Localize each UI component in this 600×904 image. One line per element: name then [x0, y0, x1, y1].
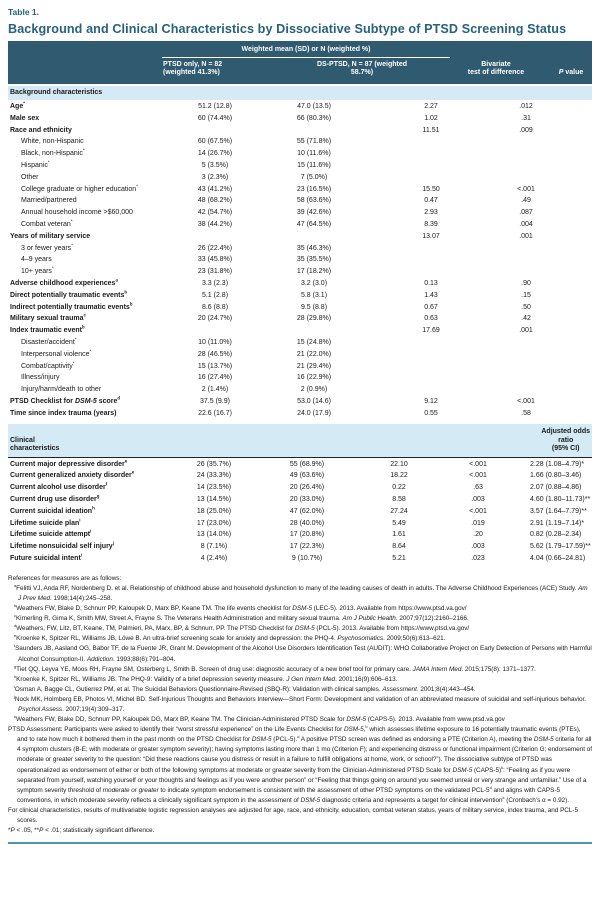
- cell-ds-ptsd: 55 (71.8%): [296, 138, 332, 146]
- row-label: Illness/injury: [21, 374, 60, 382]
- cell-bivariate: 9.12: [424, 398, 438, 405]
- row-label: Current alcohol use disorder$^f$: [10, 481, 108, 492]
- cell-ds-ptsd: 2 (0.9%): [300, 386, 328, 394]
- cell-ds-ptsd: 9.5 (8.8): [300, 303, 328, 311]
- row-label: 10+ years*: [21, 265, 54, 276]
- table-row: [8, 172, 592, 184]
- table-row: [8, 349, 592, 361]
- cell-bivariate: [368, 372, 494, 384]
- cell-bivariate: 13.07: [422, 232, 440, 240]
- cell-bivariate: 1.02: [424, 114, 438, 122]
- cell-ds-ptsd: 17 (18.2%): [296, 268, 332, 276]
- cell-bivariate: 0.67: [424, 303, 438, 311]
- cell-ptsd-only: 42 (54.7%): [197, 209, 233, 217]
- cell-p-value: .012: [519, 103, 533, 111]
- table-row: [8, 494, 592, 506]
- cell-p-value: [494, 266, 558, 278]
- row-label: Lifetime nonsuicidal self injury$^j$: [10, 540, 114, 551]
- cell-bivariate: [368, 337, 494, 349]
- table-row: [8, 302, 592, 314]
- cell-ptsd-only: 20 (24.7%): [197, 315, 233, 323]
- cell-ds-ptsd: 24.0 (17.9): [297, 409, 331, 417]
- cell-bivariate: 8.58: [392, 495, 406, 503]
- cell-p-value: .003: [471, 543, 485, 551]
- cell-ds-ptsd: 53.0 (14.6): [297, 398, 331, 405]
- cell-adjusted-odds-ratio: [558, 231, 592, 243]
- cell-ds-ptsd: [260, 325, 368, 337]
- cell-p-value: <.001: [469, 460, 487, 468]
- cell-bivariate: 0.22: [392, 484, 406, 492]
- cell-ptsd-only: 23 (31.8%): [197, 268, 233, 276]
- cell-adjusted-odds-ratio: [558, 254, 592, 266]
- cell-ds-ptsd: 21 (22.0%): [296, 350, 332, 358]
- cell-bivariate: 0.47: [424, 197, 438, 205]
- table-row: [8, 136, 592, 148]
- cell-ds-ptsd: 49 (63.6%): [289, 472, 325, 480]
- cell-ptsd-only: 60 (74.4%): [197, 114, 233, 122]
- cell-ds-ptsd: [260, 125, 368, 137]
- table-row: [8, 384, 592, 396]
- footnote-note: *P < .05, **P < .01; statistically significant difference.: [8, 827, 155, 835]
- row-label: Current generalized anxiety disorder$^e$: [10, 470, 135, 480]
- row-label: 4–9 years: [21, 256, 52, 264]
- cell-ds-ptsd: 66 (80.3%): [296, 114, 332, 122]
- cell-bivariate: 1.61: [392, 531, 406, 539]
- cell-ds-ptsd: 28 (40.0%): [289, 519, 325, 527]
- cell-adjusted-odds-ratio: [558, 349, 592, 361]
- cell-ds-ptsd: 20 (26.4%): [289, 484, 325, 492]
- table-row: [8, 506, 592, 518]
- row-label: Military sexual trauma$^c$: [10, 313, 86, 323]
- table-row: [8, 470, 592, 482]
- cell-p-value: <.001: [517, 185, 535, 193]
- cell-ptsd-only: 60 (67.5%): [197, 138, 233, 146]
- row-label: 3 or fewer years*: [21, 242, 73, 252]
- cell-bivariate: 0.13: [424, 280, 438, 288]
- section-rows-background: [8, 100, 592, 420]
- cell-bivariate: [368, 384, 494, 396]
- row-label: Black, non-Hispanic*: [21, 147, 85, 158]
- cell-bivariate: 5.21: [392, 554, 406, 562]
- table-row: [8, 408, 592, 420]
- row-label: Male sex: [10, 114, 40, 122]
- table-row: [8, 278, 592, 290]
- table-row: [8, 207, 592, 219]
- cell-bivariate: 22.10: [390, 460, 408, 468]
- table-row: [8, 337, 592, 349]
- row-label: Current major depressive disorder$^e$: [10, 458, 128, 468]
- table-row: [8, 184, 592, 196]
- row-label: Hispanic*: [21, 159, 50, 170]
- cell-bivariate: 5.49: [392, 519, 406, 527]
- cell-adjusted-odds-ratio: [558, 313, 592, 325]
- row-label: Future suicidal intent$^i$: [10, 552, 82, 562]
- row-label: Married/partnered: [21, 197, 77, 205]
- footnote-reference: $^a$Felitti VJ, Anda RF, Nordenberg D, et al. Relationship of childhood abuse and household dysfunction to many of the leading causes of death in adults. The Adverse Childhood Experiences (ACE) Study. Am J Prev Med. 1998;14(4):245–258.: [14, 582, 588, 602]
- cell-ptsd-only: 13 (14.5%): [196, 495, 232, 503]
- cell-ptsd-only: 48 (68.2%): [197, 197, 233, 205]
- cell-p-value: .15: [521, 291, 531, 299]
- cell-p-value: <.001: [469, 507, 487, 515]
- footnote-reference: $^g$Tiet QQ, Leyva YE, Moos RH, Frayne SM, Osterberg L, Smith B. Screen of drug use: diagnostic accuracy of a new brief tool for primary care. JAMA Intern Med. 2015;175(8): 1371–1377.: [14, 663, 536, 673]
- table-body: [8, 86, 592, 565]
- cell-ptsd-only: 14 (23.5%): [196, 484, 232, 492]
- cell-p-value: [494, 337, 558, 349]
- row-label: Annual household income >$60,000: [21, 209, 133, 217]
- row-label: PTSD Checklist for DSM-5 score$^d$: [10, 395, 121, 405]
- cell-p-value: .31: [521, 114, 531, 122]
- cell-p-value: .42: [521, 315, 531, 323]
- cell-adjusted-odds-ratio: [558, 219, 592, 231]
- row-label: Current suicidal ideation$^h$: [10, 505, 95, 515]
- row-label: Interpersonal violence*: [21, 348, 92, 358]
- table-row: [8, 541, 592, 553]
- table-row: [8, 361, 592, 373]
- table-row: [8, 243, 592, 255]
- cell-bivariate: [368, 361, 494, 373]
- cell-adjusted-odds-ratio: [558, 408, 592, 420]
- cell-bivariate: [368, 266, 494, 278]
- footnote-reference: $^c$Kimerling R, Gima K, Smith MW, Street A, Frayne S. The Veterans Health Administration and military sexual trauma. Am J Public Health. 2007;97(12):2160–2166.: [14, 613, 469, 623]
- cell-ptsd-only: 13 (14.0%): [196, 531, 232, 539]
- cell-ptsd-only: 3.3 (2.3): [201, 280, 229, 288]
- column-header-bar: [8, 41, 592, 84]
- table-row: [8, 266, 592, 278]
- cell-ptsd-only: 18 (25.0%): [196, 507, 232, 515]
- table-row: [8, 529, 592, 541]
- cell-ds-ptsd: 35 (35.5%): [296, 256, 332, 264]
- cell-p-value: .20: [473, 531, 483, 539]
- cell-ptsd-only: 26 (35.7%): [196, 460, 232, 468]
- section-title-clinical: Clinical characteristics: [10, 436, 60, 453]
- cell-adjusted-odds-ratio: [558, 172, 592, 184]
- footnote-reference: $^k$Weathers FW, Blake DD, Schnurr PP, Kaloupek DG, Marx BP, Keane TM. The Clinician-Administered PTSD Scale for DSM-5 (CAPS-5). 2013. Available from www.ptsd.va.gov: [14, 713, 505, 724]
- cell-p-value: .023: [471, 554, 485, 562]
- table-row: [8, 325, 592, 337]
- cell-ds-ptsd: 7 (5.0%): [300, 173, 328, 181]
- cell-bivariate: [368, 136, 494, 148]
- cell-adjusted-odds-ratio: 2.91 (1.19–7.14)*: [530, 519, 585, 527]
- table-row: [8, 482, 592, 494]
- footnote-reference: $^b$Weathers FW, Blake D, Schnurr PP, Kaloupek D, Marx BP, Keane TM. The life events checklist for DSM-5 (LEC-5). 2013. Available from https://www.ptsd.va.gov/: [14, 602, 467, 613]
- cell-p-value: .019: [471, 519, 485, 527]
- cell-p-value: .90: [521, 280, 531, 288]
- cell-adjusted-odds-ratio: 2.07 (0.88–4.86): [530, 484, 582, 492]
- cell-adjusted-odds-ratio: 3.57 (1.64–7.79)**: [530, 507, 587, 515]
- cell-adjusted-odds-ratio: [558, 290, 592, 302]
- cell-ptsd-only: 22.6 (16.7): [198, 409, 232, 417]
- footnote-reference: $^h$Kroenke K, Spitzer RL, Williams JB. The PHQ-9: Validity of a brief depression severity measure. J Gen Intern Med. 2001;16(9):606–613.: [14, 673, 398, 683]
- cell-ptsd-only: 2 (1.4%): [201, 386, 229, 394]
- cell-ptsd-only: 26 (22.4%): [197, 244, 233, 252]
- footnote-reference: $^e$Kroenke K, Spitzer RL, Williams JB, Löwe B. An ultra-brief screening scale for anxiety and depression: the PHQ-4. Psychosomatics. 2009;50(6):613–621.: [14, 633, 446, 643]
- row-label: Combat veteran*: [21, 218, 73, 229]
- cell-bivariate: [368, 148, 494, 160]
- footnote-note: For clinical characteristics, results of multivariable logistic regression analyses are adjusted for age, race, and ethnicity, education, combat veteran status, years of military service, index trauma, and PCL-5 scores.: [8, 806, 579, 825]
- footnote-note: PTSD Assessment: Participants were asked to identify their “worst stressful experience” on the Life Events Checklist for DSM-5,$^b$ which assesses lifetime exposure to 16 potentially traumatic events (PTEs), and to rate how much it bothered them in the past month on the PTSD Checklist for DSM-5 (PCL-5).$^d$ A positive PTSD screen was defined as endorsing a PTE (Criterion A), meeting the DSM-5 criteria for all 4 symptom clusters (B-E; with moderate or greater symptom severity); having symptoms lasting more than 1 mo (Criterion F); and experiencing distress or functional impairment (Criterion G; endorsement of moderate or greater severity to the question: “Did these reactions cause you distress or result in a failure to fulfill obligations at home, work, or school?”). The dissociative subtype of PTSD was operationalized as endorsement of either or both of the following symptoms at moderate or greater severity from the Clinician-Administered PTSD Scale for DSM-5 (CAPS-5)$^k$: “Feeling as if you were separated from yourself, watching yourself or your thoughts and feelings as if you were another person” or “Feeling that things going on around you seemed unreal or very strange and unfamiliar.” Use of a symptom severity threshold of moderate or greater to indicate symptom endorsement is consistent with the assessment of other PTSD symptoms on the validated PCL-5$^d$ and aligns with CAPS-5 conventions, in which moderate severity reflects a clinically significant symptom in the assessment of DSM-5 diagnostic criteria and represents a target for clinical intervention$^k$ (Cronbach’s α = 0.92).: [8, 724, 592, 804]
- cell-p-value: .001: [519, 327, 533, 335]
- cell-adjusted-odds-ratio: [558, 396, 592, 408]
- column-header-p-value: P value: [558, 69, 584, 77]
- table-row: [8, 518, 592, 530]
- row-label: Disaster/accident*: [21, 336, 77, 347]
- cell-ds-ptsd: 35 (46.3%): [296, 244, 332, 252]
- cell-ptsd-only: 14 (26.7%): [197, 150, 233, 158]
- row-label: Race and ethnicity: [10, 126, 72, 134]
- cell-p-value: [494, 172, 558, 184]
- table-row: [8, 113, 592, 125]
- cell-bivariate: 18.22: [390, 472, 408, 480]
- page-title: Background and Clinical Characteristics by Dissociative Subtype of PTSD Screening Status: [8, 22, 567, 36]
- cell-bivariate: [368, 254, 494, 266]
- cell-p-value: .63: [473, 484, 483, 492]
- cell-bivariate: 0.55: [424, 409, 438, 417]
- row-label: Adverse childhood experiences$^a$: [10, 277, 118, 288]
- cell-adjusted-odds-ratio: [558, 184, 592, 196]
- table-row: [8, 195, 592, 207]
- table-row: [8, 125, 592, 137]
- table-row: [8, 553, 592, 565]
- column-header-ptsd-only: PTSD only, N = 82 (weighted 41.3%): [163, 60, 223, 77]
- footnote-reference: $^d$Weathers, FW, Litz, BT, Keane, TM, Palmieri, PA, Marx, BP, & Schnurr, PP. The PTSD Checklist for DSM-5 (PCL-5). 2013. Available from https://www.ptsd.va.gov/: [14, 623, 470, 633]
- cell-adjusted-odds-ratio: [558, 266, 592, 278]
- cell-adjusted-odds-ratio: [558, 243, 592, 255]
- table-row: [8, 290, 592, 302]
- section-header-background: [8, 86, 592, 100]
- footnote-reference: $^i$Osman A, Bagge CL, Gutierrez PM, et al. The Suicidal Behaviors Questionnaire-Revised (SBQ-R): Validation with clinical samples. Assessment. 2001;8(4):443–454.: [14, 683, 476, 693]
- cell-bivariate: [368, 172, 494, 184]
- row-label: Index traumatic event$^b$: [10, 324, 85, 335]
- cell-ptsd-only: 8.6 (8.8): [201, 303, 229, 311]
- cell-bivariate: 15.50: [422, 185, 440, 193]
- cell-bivariate: 1.43: [424, 291, 438, 299]
- cell-ds-ptsd: 16 (22.9%): [296, 374, 332, 382]
- cell-ds-ptsd: 5.8 (3.1): [300, 291, 328, 299]
- cell-adjusted-odds-ratio: [558, 101, 592, 113]
- section-header-clinical: [8, 424, 592, 458]
- cell-adjusted-odds-ratio: [558, 302, 592, 314]
- cell-adjusted-odds-ratio: [558, 372, 592, 384]
- cell-ptsd-only: 17 (23.0%): [196, 519, 232, 527]
- cell-ptsd-only: 28 (46.5%): [197, 350, 233, 358]
- header-spacer: [8, 46, 162, 78]
- cell-p-value: <.001: [469, 472, 487, 480]
- table-row: [8, 148, 592, 160]
- table-row: [8, 254, 592, 266]
- cell-p-value: .003: [471, 495, 485, 503]
- cell-ds-ptsd: 23 (16.5%): [296, 185, 332, 193]
- column-header-weighted-mean: Weighted mean (SD) or N (weighted %): [162, 46, 450, 58]
- column-header-bivariate: Bivariate test of difference: [467, 60, 525, 77]
- row-label: Time since index trauma (years): [10, 409, 117, 417]
- cell-adjusted-odds-ratio: [558, 113, 592, 125]
- weighted-mean-group: [162, 46, 450, 78]
- cell-ds-ptsd: 15 (24.8%): [296, 339, 332, 347]
- cell-bivariate: 8.64: [392, 543, 406, 551]
- cell-ptsd-only: 4 (2.4%): [200, 554, 228, 562]
- cell-p-value: [494, 349, 558, 361]
- cell-bivariate: [368, 243, 494, 255]
- cell-ptsd-only: [170, 325, 260, 337]
- cell-adjusted-odds-ratio: 4.04 (0.66–24.81): [530, 554, 586, 562]
- cell-adjusted-odds-ratio: [558, 160, 592, 172]
- section-rows-clinical: [8, 458, 592, 565]
- row-label: Injury/harm/death to other: [21, 386, 102, 394]
- row-label: Indirect potentially traumatic events$^b$: [10, 301, 133, 311]
- cell-p-value: .004: [519, 221, 533, 229]
- cell-adjusted-odds-ratio: 1.66 (0.80–3.46): [530, 472, 582, 480]
- cell-adjusted-odds-ratio: 4.60 (1.80–11.73)**: [530, 495, 591, 503]
- cell-ptsd-only: 16 (27.4%): [197, 374, 233, 382]
- cell-ptsd-only: 5 (3.5%): [201, 162, 229, 170]
- cell-ptsd-only: 37.5 (9.9): [200, 398, 230, 405]
- row-label: Lifetime suicide attempt$^i$: [10, 529, 92, 539]
- cell-adjusted-odds-ratio: [558, 136, 592, 148]
- cell-ds-ptsd: 58 (63.6%): [296, 197, 332, 205]
- cell-ptsd-only: 38 (44.2%): [197, 221, 233, 229]
- cell-adjusted-odds-ratio: [558, 384, 592, 396]
- cell-adjusted-odds-ratio: [558, 148, 592, 160]
- cell-adjusted-odds-ratio: [558, 337, 592, 349]
- cell-ds-ptsd: 9 (10.7%): [291, 554, 323, 562]
- cell-ptsd-only: 24 (33.3%): [196, 472, 232, 480]
- column-header-ds-ptsd: DS-PTSD, N = 87 (weighted 58.7%): [316, 60, 408, 77]
- row-label: White, non-Hispanic: [21, 138, 84, 146]
- cell-ds-ptsd: 47 (64.5%): [296, 221, 332, 229]
- cell-ptsd-only: 5.1 (2.8): [201, 291, 229, 299]
- row-label: College graduate or higher education*: [21, 183, 138, 193]
- cell-p-value: [494, 160, 558, 172]
- cell-adjusted-odds-ratio: [558, 278, 592, 290]
- cell-adjusted-odds-ratio: 5.62 (1.79–17.59)**: [530, 543, 591, 551]
- cell-p-value: <.001: [517, 398, 535, 405]
- row-label: Lifetime suicide plan$^i$: [10, 517, 81, 527]
- row-label: Age*: [10, 100, 25, 111]
- cell-p-value: [494, 384, 558, 396]
- footnote-reference: $^f$Saunders JB, Aasland OG, Babor TF, de la Fuente JR, Grant M. Development of the Alcohol Use Disorders Identification Test (AUDIT): WHO Collaborative Project on Early Detection of Persons with Harmful Alcohol Consumption-II. Addiction. 1993;88(6):791–804.: [14, 643, 592, 663]
- cell-ds-ptsd: 3.2 (3.0): [300, 280, 328, 288]
- table-row: [8, 313, 592, 325]
- row-label: Other: [21, 173, 39, 181]
- row-label: Combat/captivity*: [21, 360, 75, 370]
- table-row: [8, 459, 592, 471]
- cell-adjusted-odds-ratio: [558, 125, 592, 137]
- cell-ptsd-only: 43 (41.2%): [197, 185, 233, 193]
- row-label: Years of military service: [10, 232, 91, 240]
- table-row: [8, 396, 592, 408]
- footnotes: [8, 574, 592, 836]
- cell-p-value: .087: [519, 209, 533, 217]
- cell-adjusted-odds-ratio: 2.28 (1.08–4.79)*: [530, 460, 585, 468]
- section-title-background: Background characteristics: [10, 88, 103, 96]
- cell-bivariate: 17.69: [422, 327, 440, 335]
- row-label: Current drug use disorder$^g$: [10, 493, 100, 503]
- cell-p-value: .001: [519, 232, 533, 240]
- cell-p-value: [494, 148, 558, 160]
- cell-ptsd-only: 15 (13.7%): [197, 362, 233, 370]
- cell-adjusted-odds-ratio: [558, 325, 592, 337]
- cell-ptsd-only: 33 (45.8%): [197, 256, 233, 264]
- table-row: [8, 231, 592, 243]
- cell-bivariate: 2.27: [424, 103, 438, 111]
- cell-adjusted-odds-ratio: [558, 207, 592, 219]
- cell-p-value: [494, 372, 558, 384]
- cell-ds-ptsd: 10 (11.6%): [297, 150, 331, 158]
- cell-ds-ptsd: 17 (22.3%): [289, 543, 325, 551]
- footnote-intro: References for measures are as follows:: [8, 574, 122, 582]
- cell-p-value: .58: [521, 409, 531, 417]
- cell-p-value: .50: [521, 303, 531, 311]
- cell-bivariate: 27.24: [390, 507, 408, 515]
- cell-bivariate: 0.63: [424, 315, 438, 323]
- cell-bivariate: 11.51: [422, 126, 440, 134]
- cell-ptsd-only: 3 (2.3%): [201, 173, 229, 181]
- bottom-rule: [8, 842, 592, 844]
- table-row: [8, 219, 592, 231]
- cell-ds-ptsd: 21 (29.4%): [296, 362, 332, 370]
- cell-p-value: [494, 136, 558, 148]
- cell-adjusted-odds-ratio: 0.82 (0.28–2.34): [530, 531, 582, 539]
- column-header-adjusted-odds-ratio: Adjusted odds ratio (95% CI): [541, 427, 590, 453]
- table-label: Table 1.: [8, 7, 40, 17]
- cell-adjusted-odds-ratio: [558, 195, 592, 207]
- footnote-reference: $^j$Nock MK, Holmberg EB, Photos VI, Michel BD. Self-Injurious Thoughts and Behaviors Interview—Short Form: Development and validation of an abbreviated measure of suicidal and self-injurious behavior. Psychol Assess. 2007;19(4):309–317.: [14, 693, 587, 713]
- cell-ds-ptsd: 55 (68.9%): [289, 460, 325, 468]
- cell-ds-ptsd: 39 (42.6%): [296, 209, 332, 217]
- cell-ptsd-only: [170, 231, 260, 243]
- table-row: [8, 160, 592, 172]
- cell-ptsd-only: 8 (7.1%): [200, 543, 228, 551]
- cell-ds-ptsd: 17 (20.8%): [289, 531, 325, 539]
- cell-bivariate: [368, 349, 494, 361]
- cell-p-value: .009: [519, 126, 533, 134]
- cell-ds-ptsd: [260, 231, 368, 243]
- cell-adjusted-odds-ratio: [558, 361, 592, 373]
- cell-ds-ptsd: 28 (29.8%): [296, 315, 332, 323]
- cell-bivariate: 2.93: [424, 209, 438, 217]
- cell-ds-ptsd: 47.0 (13.5): [297, 103, 331, 111]
- cell-bivariate: 8.39: [424, 221, 438, 229]
- cell-ptsd-only: 51.2 (12.8): [198, 103, 232, 111]
- cell-ds-ptsd: 47 (62.0%): [289, 507, 325, 515]
- row-label: Direct potentially traumatic events$^b$: [10, 289, 128, 299]
- cell-bivariate: [368, 160, 494, 172]
- table-row: [8, 101, 592, 113]
- table-row: [8, 372, 592, 384]
- cell-p-value: .49: [521, 197, 531, 205]
- cell-ptsd-only: 10 (11.0%): [198, 339, 232, 347]
- cell-ds-ptsd: 15 (11.6%): [297, 162, 331, 170]
- cell-p-value: [494, 361, 558, 373]
- cell-p-value: [494, 243, 558, 255]
- cell-p-value: [494, 254, 558, 266]
- cell-ds-ptsd: 20 (33.0%): [289, 495, 325, 503]
- cell-ptsd-only: [170, 125, 260, 137]
